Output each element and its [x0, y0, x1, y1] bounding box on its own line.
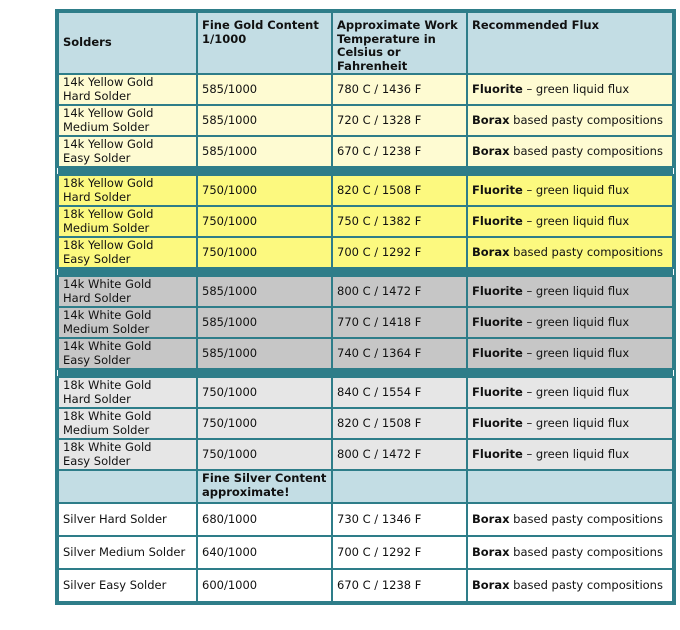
silver-content-cell: 600/1000 [197, 569, 332, 602]
gold-content-cell: 750/1000 [197, 175, 332, 206]
table-header-row [58, 12, 673, 74]
header-fine-gold-content: Fine Gold Content 1/1000 [197, 12, 332, 74]
flux-description: based pasty compositions [509, 511, 663, 526]
solder-name-cell [58, 408, 197, 439]
flux-description: – green liquid flux [522, 314, 630, 329]
table-row [58, 569, 673, 602]
solder-grade: Easy Solder [63, 453, 131, 468]
solder-grade: Easy Solder [63, 352, 131, 367]
solder-grade: Hard Solder [63, 290, 131, 305]
solder-grade: Hard Solder [63, 189, 131, 204]
solder-alloy: 18k Yellow Gold [63, 207, 154, 221]
flux-description: based pasty compositions [509, 143, 663, 158]
solder-grade: Hard Solder [63, 88, 131, 103]
subheader-empty-cell [58, 470, 197, 503]
flux-description: based pasty compositions [509, 577, 663, 592]
solder-name-cell [58, 377, 197, 408]
flux-cell [467, 338, 673, 369]
solder-alloy: 14k Yellow Gold [63, 106, 154, 120]
flux-cell [467, 136, 673, 167]
subheader-empty-cell [332, 470, 467, 503]
gold-content-cell: 750/1000 [197, 408, 332, 439]
flux-description: – green liquid flux [522, 446, 630, 461]
group-separator [58, 268, 673, 276]
silver-content-cell: 640/1000 [197, 536, 332, 569]
solder-alloy: 14k Yellow Gold [63, 75, 154, 89]
solder-name-cell: Silver Easy Solder [58, 569, 197, 602]
flux-description: – green liquid flux [522, 81, 630, 96]
flux-name: Borax [472, 577, 510, 592]
gold-content-cell: 585/1000 [197, 74, 332, 105]
flux-description: – green liquid flux [522, 182, 630, 197]
table-row [58, 206, 673, 237]
work-temperature-cell: 820 C / 1508 F [332, 408, 467, 439]
solder-alloy: 18k White Gold [63, 378, 152, 392]
flux-description: based pasty compositions [509, 244, 663, 259]
gold-content-cell: 585/1000 [197, 136, 332, 167]
solder-alloy: 18k White Gold [63, 409, 152, 423]
table-row [58, 307, 673, 338]
silver-subheader-row [58, 470, 673, 503]
flux-name: Borax [472, 511, 510, 526]
solder-alloy: 14k Yellow Gold [63, 137, 154, 151]
solder-name-cell [58, 105, 197, 136]
solder-name-cell [58, 237, 197, 268]
flux-name: Borax [472, 544, 510, 559]
flux-cell [467, 439, 673, 470]
solder-table [57, 11, 674, 603]
flux-name: Fluorite [472, 446, 523, 461]
gold-content-cell: 750/1000 [197, 439, 332, 470]
flux-description: – green liquid flux [522, 213, 630, 228]
work-temperature-cell: 770 C / 1418 F [332, 307, 467, 338]
work-temperature-cell: 740 C / 1364 F [332, 338, 467, 369]
solder-name-cell [58, 338, 197, 369]
flux-description: – green liquid flux [522, 384, 630, 399]
solder-grade: Medium Solder [63, 220, 150, 235]
solder-name-cell [58, 74, 197, 105]
work-temperature-cell: 670 C / 1238 F [332, 136, 467, 167]
silver-content-cell: 680/1000 [197, 503, 332, 536]
solder-grade: Medium Solder [63, 422, 150, 437]
flux-description: – green liquid flux [522, 345, 630, 360]
work-temperature-cell: 720 C / 1328 F [332, 105, 467, 136]
table-row [58, 175, 673, 206]
flux-description: based pasty compositions [509, 112, 663, 127]
separator-cell [58, 268, 673, 276]
table-row [58, 136, 673, 167]
solder-name-cell: Silver Medium Solder [58, 536, 197, 569]
solder-name-cell [58, 307, 197, 338]
work-temperature-cell: 670 C / 1238 F [332, 569, 467, 602]
header-fine-silver-content: Fine Silver Content approximate! [197, 470, 332, 503]
header-work-temperature: Approximate Work Temperature in Celsius or Fahrenheit [332, 12, 467, 74]
solder-alloy: 18k Yellow Gold [63, 238, 154, 252]
solder-name-cell [58, 136, 197, 167]
work-temperature-cell: 730 C / 1346 F [332, 503, 467, 536]
gold-content-cell: 750/1000 [197, 237, 332, 268]
flux-name: Fluorite [472, 415, 523, 430]
flux-name: Borax [472, 112, 510, 127]
work-temperature-cell: 800 C / 1472 F [332, 276, 467, 307]
flux-description: – green liquid flux [522, 415, 630, 430]
solder-name-cell [58, 206, 197, 237]
flux-cell [467, 377, 673, 408]
flux-name: Borax [472, 143, 510, 158]
table-row [58, 105, 673, 136]
flux-name: Fluorite [472, 345, 523, 360]
header-solders: Solders [58, 12, 197, 74]
flux-description: – green liquid flux [522, 283, 630, 298]
group-separator [58, 369, 673, 377]
solder-name-cell [58, 175, 197, 206]
work-temperature-cell: 800 C / 1472 F [332, 439, 467, 470]
flux-name: Fluorite [472, 314, 523, 329]
gold-content-cell: 585/1000 [197, 338, 332, 369]
flux-name: Borax [472, 244, 510, 259]
gold-content-cell: 585/1000 [197, 276, 332, 307]
flux-cell [467, 175, 673, 206]
flux-cell [467, 237, 673, 268]
solder-alloy: 14k White Gold [63, 339, 152, 353]
flux-name: Fluorite [472, 384, 523, 399]
solder-alloy: 18k White Gold [63, 440, 152, 454]
solder-grade: Medium Solder [63, 321, 150, 336]
flux-name: Fluorite [472, 283, 523, 298]
flux-cell [467, 503, 673, 536]
header-recommended-flux: Recommended Flux [467, 12, 673, 74]
table-row [58, 439, 673, 470]
flux-cell [467, 74, 673, 105]
flux-name: Fluorite [472, 182, 523, 197]
gold-content-cell: 585/1000 [197, 307, 332, 338]
table-row [58, 536, 673, 569]
table-row [58, 74, 673, 105]
flux-name: Fluorite [472, 81, 523, 96]
flux-cell [467, 408, 673, 439]
work-temperature-cell: 700 C / 1292 F [332, 237, 467, 268]
flux-cell [467, 105, 673, 136]
solder-grade: Medium Solder [63, 119, 150, 134]
solder-alloy: 18k Yellow Gold [63, 176, 154, 190]
table-row [58, 276, 673, 307]
table-row [58, 377, 673, 408]
flux-cell [467, 307, 673, 338]
group-separator [58, 167, 673, 175]
flux-cell [467, 206, 673, 237]
solder-alloy: 14k White Gold [63, 308, 152, 322]
gold-content-cell: 585/1000 [197, 105, 332, 136]
separator-cell [58, 167, 673, 175]
solder-name-cell [58, 276, 197, 307]
subheader-empty-cell [467, 470, 673, 503]
separator-cell [58, 369, 673, 377]
table-row [58, 237, 673, 268]
table-row [58, 338, 673, 369]
solder-grade: Easy Solder [63, 251, 131, 266]
work-temperature-cell: 840 C / 1554 F [332, 377, 467, 408]
solder-grade: Easy Solder [63, 150, 131, 165]
flux-cell [467, 276, 673, 307]
flux-name: Fluorite [472, 213, 523, 228]
flux-description: based pasty compositions [509, 544, 663, 559]
work-temperature-cell: 700 C / 1292 F [332, 536, 467, 569]
gold-content-cell: 750/1000 [197, 377, 332, 408]
work-temperature-cell: 780 C / 1436 F [332, 74, 467, 105]
solder-name-cell: Silver Hard Solder [58, 503, 197, 536]
table-row [58, 408, 673, 439]
solder-alloy: 14k White Gold [63, 277, 152, 291]
work-temperature-cell: 820 C / 1508 F [332, 175, 467, 206]
work-temperature-cell: 750 C / 1382 F [332, 206, 467, 237]
table-row [58, 503, 673, 536]
solder-grade: Hard Solder [63, 391, 131, 406]
flux-cell [467, 569, 673, 602]
flux-cell [467, 536, 673, 569]
solder-table-container [55, 9, 676, 605]
gold-content-cell: 750/1000 [197, 206, 332, 237]
solder-name-cell [58, 439, 197, 470]
